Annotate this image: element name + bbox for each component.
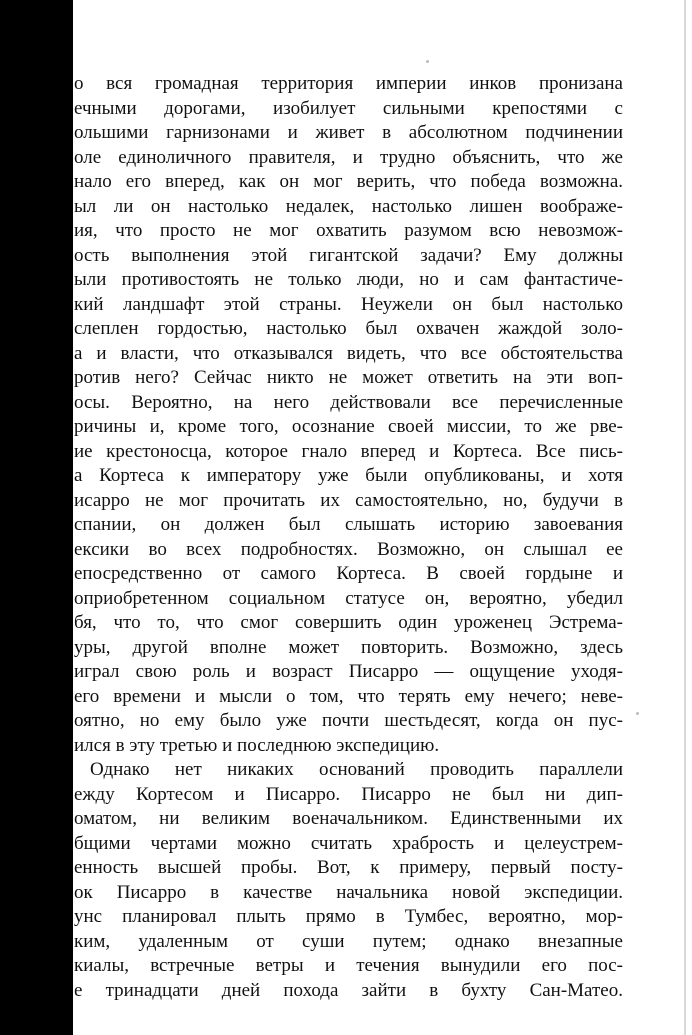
text-line: оматом, ни великим военачальником. Единственными их xyxy=(74,808,623,829)
text-line: ексики во всех подробностях. Возможно, он слышал ее xyxy=(74,538,623,560)
text-line: ия, что просто не мог охватить разумом всю невозмож- xyxy=(74,220,623,241)
text-line: е тринадцати дней похода зайти в бухту Сан-Матео. xyxy=(74,979,623,1001)
text-line: оле единоличного правителя, и трудно объяснить, что же xyxy=(74,146,623,168)
text-line: бщими чертами можно считать храбрость и целеустрем- xyxy=(74,832,623,854)
text-line: ыл ли он настолько недалек, настолько лишен воображе- xyxy=(74,195,623,217)
text-line: ричины и, кроме того, осознание своей миссии, то же рве- xyxy=(74,416,623,437)
text-line: Однако нет никаких оснований проводить параллели xyxy=(90,759,623,780)
text-line: епосредственно от самого Кортеса. В своей гордыне и xyxy=(74,563,623,584)
text-line: ким, удаленным от суши путем; однако внезапные xyxy=(74,930,623,952)
text-line: ость выполнения этой гигантской задачи? Ему должны xyxy=(74,244,623,266)
text-line: унс планировал плыть прямо в Тумбес, вероятно, мор- xyxy=(74,906,623,927)
text-line: оприобретенном социальном статусе он, вероятно, убедил xyxy=(74,587,623,609)
text-line: ежду Кортесом и Писарро. Писарро не был ни дип- xyxy=(74,783,623,805)
text-line: бя, что то, что смог совершить один уроженец Эстрема- xyxy=(74,612,623,633)
text-line: исарро не мог прочитать их самостоятельно, но, будучи в xyxy=(74,489,623,511)
text-line: ок Писарро в качестве начальника новой экспедиции. xyxy=(74,881,623,903)
scan-black-margin xyxy=(0,0,73,1035)
text-line: киалы, встречные ветры и течения вынудили его пос- xyxy=(74,955,623,976)
text-line: спании, он должен был слышать историю завоевания xyxy=(74,514,623,535)
paragraph-2 xyxy=(74,758,623,1003)
text-line: играл свою роль и возраст Писарро — ощущение уходя- xyxy=(74,661,623,682)
page-text xyxy=(74,72,623,1003)
scan-speck xyxy=(636,712,639,715)
text-line: ротив него? Сейчас никто не может ответить на эти воп- xyxy=(74,367,623,388)
text-line: а и власти, что отказывался видеть, что все обстоятельства xyxy=(74,342,623,364)
text-line: кий ландшафт этой страны. Неужели он был настолько xyxy=(74,293,623,315)
text-line: ие крестоносца, которое гнало вперед и Кортеса. Все пись- xyxy=(74,440,623,462)
text-line: о вся громадная территория империи инков пронизана xyxy=(74,73,623,94)
text-line: слеплен гордостью, настолько был охвачен жаждой золо- xyxy=(74,318,623,339)
text-line: ольшими гарнизонами и живет в абсолютном подчинении xyxy=(74,122,623,143)
text-line: ечными дорогами, изобилует сильными крепостями с xyxy=(74,97,623,119)
text-line: уры, другой вполне может повторить. Возможно, здесь xyxy=(74,636,623,658)
text-line: ился в эту третью и последнюю экспедицию. xyxy=(74,734,440,756)
text-line: ыли противостоять не только люди, но и сам фантастиче- xyxy=(74,269,623,290)
text-line: его времени и мысли о том, что терять ему нечего; неве- xyxy=(74,685,623,707)
text-line: енность высшей пробы. Вот, к примеру, первый посту- xyxy=(74,857,623,878)
text-line: а Кортеса к императору уже были опубликованы, и хотя xyxy=(74,465,623,486)
text-line: осы. Вероятно, на него действовали все перечисленные xyxy=(74,391,623,413)
scan-edge-line xyxy=(684,0,686,1035)
text-line: нало его вперед, как он мог верить, что победа возможна. xyxy=(74,171,623,192)
scan-speck xyxy=(426,60,429,63)
paragraph-1 xyxy=(74,72,623,758)
text-line: оятно, но ему было уже почти шестьдесят, когда он пус- xyxy=(74,710,623,731)
